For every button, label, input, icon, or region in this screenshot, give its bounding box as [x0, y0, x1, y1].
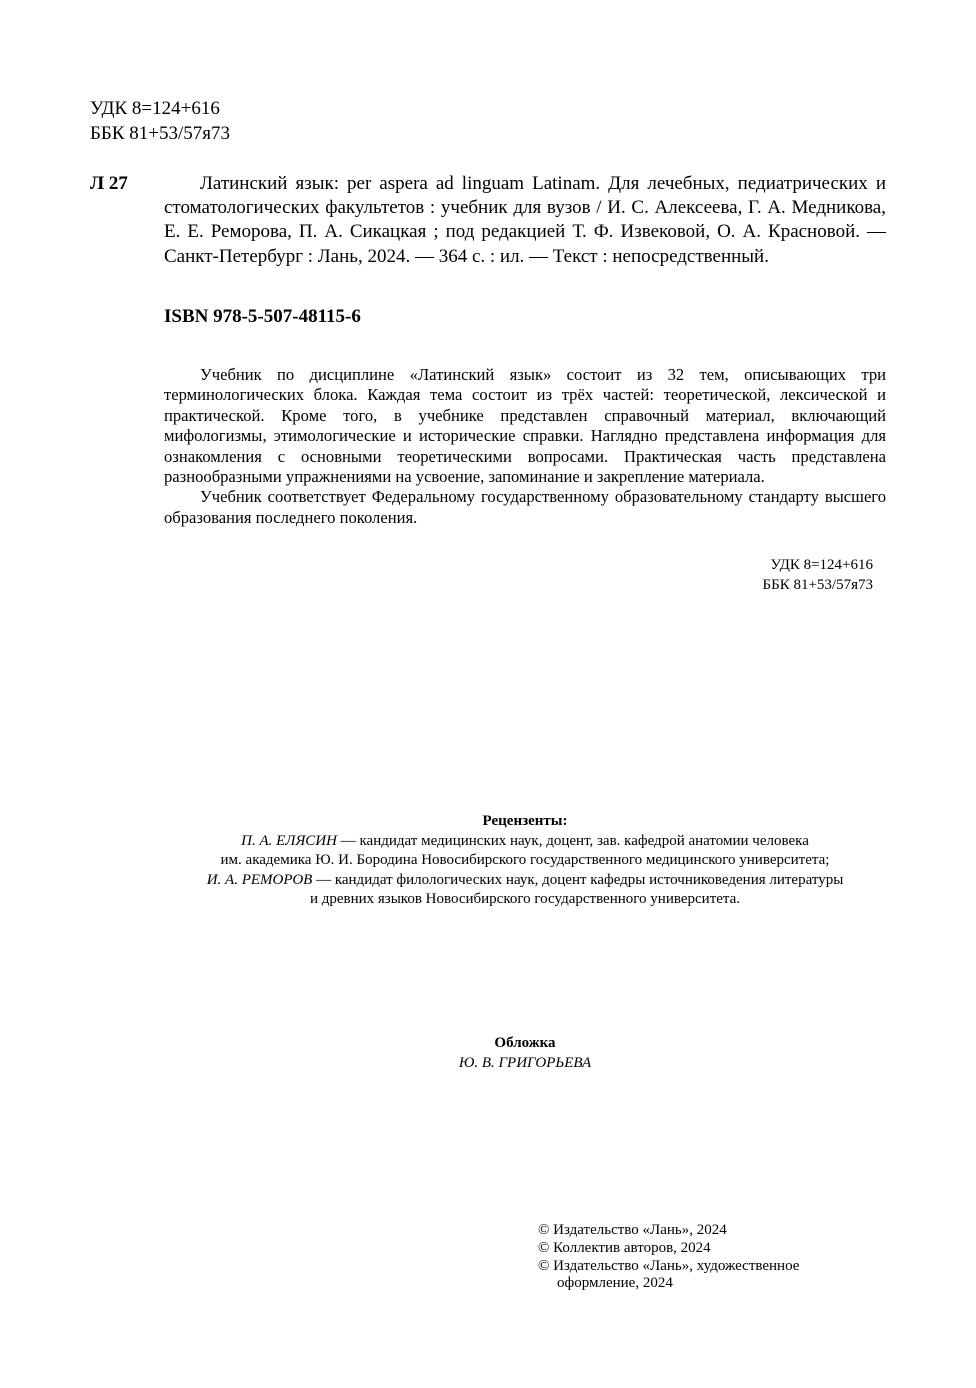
copyright-line: © Издательство «Лань», художественное	[538, 1257, 800, 1274]
copyright-line: © Коллектив авторов, 2024	[538, 1239, 711, 1256]
reviewers-heading: Рецензенты:	[482, 813, 568, 829]
reviewer-line	[164, 871, 886, 891]
copyright-line: © Издательство «Лань», 2024	[538, 1222, 727, 1238]
cover-heading: Обложка	[494, 1035, 556, 1051]
author-sign: Л 27	[90, 173, 128, 194]
cover-designer: Ю. В. ГРИГОРЬЕВА	[458, 1054, 592, 1071]
annotation	[164, 365, 886, 528]
annotation-paragraph: Учебник соответствует Федеральному государственному образовательному стандарту высшего образования последнего поколения.	[164, 487, 886, 527]
reviewer-description: им. академика Ю. И. Бородина Новосибирского государственного медицинского университета;	[220, 852, 830, 868]
udk-code: УДК 8=124+616	[770, 557, 873, 573]
reviewer-line	[164, 832, 886, 852]
reviewer-description: и древних языков Новосибирского государственного университета.	[309, 891, 741, 907]
bibliographic-description: Латинский язык: per aspera ad linguam Latinam. Для лечебных, педиатрических и стоматологических факультетов : учебник для вузов / И. С. Алексеева, Г. А. Медникова, Е. Е. Реморова, П. А. Сикацкая ; под редакцией Т. Ф. Извековой, О. А. Красновой. — Санкт-Петербург : Лань, 2024. — 364 с. : ил. — Текст : непосредственный.	[164, 173, 886, 267]
udk-code: УДК 8=124+616	[90, 98, 220, 119]
reviewer-description: — кандидат филологических наук, доцент кафедры источниковедения литературы	[312, 871, 844, 888]
bbk-code: ББК 81+53/57я73	[762, 577, 873, 593]
classification-codes-bottom	[700, 555, 873, 595]
reviewer-description: — кандидат медицинских наук, доцент, зав. кафедрой анатомии человека	[336, 832, 809, 849]
reviewer-name: И. А. РЕМОРОВ	[206, 871, 313, 888]
isbn: ISBN 978-5-507-48115-6	[164, 306, 361, 327]
reviewer-name: П. А. ЕЛЯСИН	[241, 832, 337, 849]
bbk-code: ББК 81+53/57я73	[90, 123, 230, 144]
classification-codes-top	[90, 96, 230, 146]
cover-credit	[164, 1034, 886, 1073]
copyright-line: оформление, 2024	[557, 1275, 673, 1292]
reviewers-block	[164, 812, 886, 910]
annotation-paragraph: Учебник по дисциплине «Латинский язык» состоит из 32 тем, описывающих три терминологических блока. Каждая тема состоит из трёх частей: теоретической, лексической и практической. Кроме того, в учебнике представлен справочный материал, включающий мифологизмы, этимологические и исторические справки. Наглядно представлена информация для ознакомления с основными теоретическими вопросами. Практическая часть представлена разнообразными упражнениями на усвоение, запоминание и закрепление материала.	[164, 365, 886, 487]
copyright-block	[538, 1222, 799, 1293]
